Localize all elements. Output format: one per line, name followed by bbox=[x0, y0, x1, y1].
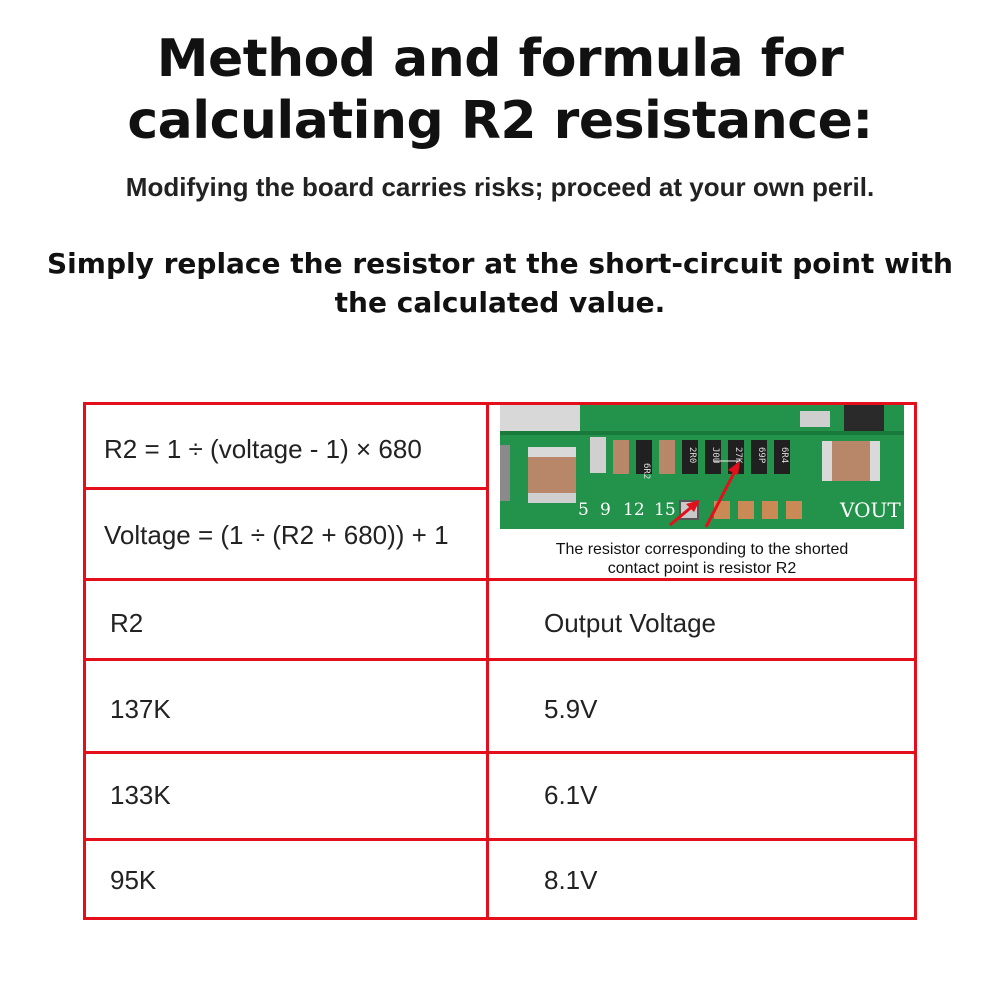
instruction-text bbox=[20, 244, 980, 322]
resistor-code: 69P bbox=[756, 447, 766, 464]
vout-label: VOUT bbox=[840, 498, 901, 522]
circuit-board-illustration bbox=[500, 405, 904, 529]
pad-number: 9 bbox=[600, 500, 611, 520]
resistor-code: 27K bbox=[733, 447, 743, 464]
page-title bbox=[0, 28, 1000, 152]
instruction-line-1: Simply replace the resistor at the short-circuit point with bbox=[47, 247, 953, 280]
table-divider bbox=[83, 487, 489, 490]
r2-value: 95K bbox=[110, 865, 157, 895]
caption-line-1: The resistor corresponding to the shorted bbox=[555, 541, 849, 558]
pad-number: 15 bbox=[654, 500, 676, 520]
table-divider bbox=[83, 838, 917, 841]
title-line-2: calculating R2 resistance: bbox=[127, 91, 873, 151]
header-r2: R2 bbox=[110, 608, 144, 638]
table-divider bbox=[83, 578, 917, 581]
pad-number: 12 bbox=[623, 500, 645, 520]
output-voltage-value: 6.1V bbox=[544, 780, 598, 810]
title-line-1: Method and formula for bbox=[156, 29, 844, 89]
instruction-line-2: the calculated value. bbox=[334, 286, 666, 319]
output-voltage-value: 5.9V bbox=[544, 694, 598, 724]
output-voltage-value: 8.1V bbox=[544, 865, 598, 895]
header-output-voltage: Output Voltage bbox=[544, 608, 717, 638]
r2-value: 137K bbox=[110, 694, 171, 724]
r2-value: 133K bbox=[110, 780, 171, 810]
resistor-code: 2R0 bbox=[687, 447, 697, 464]
pad-number: 5 bbox=[578, 500, 589, 520]
circuit-board-photo bbox=[500, 405, 904, 529]
resistor-code: J0U bbox=[710, 447, 720, 464]
table-divider bbox=[83, 751, 917, 754]
photo-caption bbox=[490, 540, 914, 578]
risk-warning: Modifying the board carries risks; proceed at your own peril. bbox=[125, 172, 875, 202]
table-column-divider bbox=[486, 402, 489, 920]
table-divider bbox=[83, 658, 917, 661]
caption-line-2: contact point is resistor R2 bbox=[607, 560, 797, 577]
resistor-code: 6R4 bbox=[779, 447, 789, 464]
formula-r2: R2 = 1 ÷ (voltage - 1) × 680 bbox=[104, 434, 422, 464]
resistor-code: 6R2 bbox=[641, 463, 651, 480]
formula-voltage: Voltage = (1 ÷ (R2 + 680)) + 1 bbox=[104, 520, 449, 550]
